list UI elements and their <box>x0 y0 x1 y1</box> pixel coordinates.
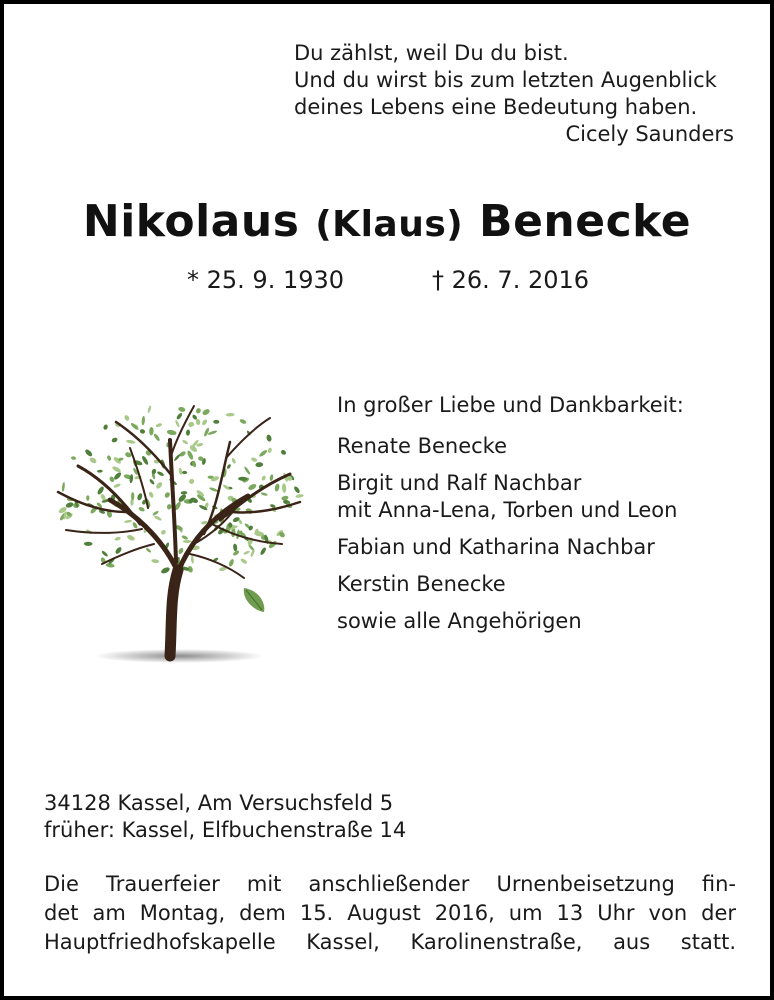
leaf <box>114 546 122 555</box>
leaf <box>141 416 145 426</box>
leaf <box>160 529 167 535</box>
leaf <box>178 547 185 555</box>
leaf <box>71 456 77 460</box>
leaf <box>201 419 208 427</box>
mourners-list <box>337 392 684 635</box>
mourner-line: Fabian und Katharina Nachbar <box>337 535 655 559</box>
leaf <box>97 470 103 473</box>
leaf <box>109 476 116 483</box>
leaf <box>153 515 162 522</box>
leaf <box>152 510 159 516</box>
quote-line: Du zählst, weil Du du bist. <box>294 41 569 65</box>
leaf <box>86 495 89 501</box>
leaf <box>207 430 217 436</box>
leaf <box>188 421 195 428</box>
leaf <box>178 406 186 412</box>
leaf <box>147 405 152 413</box>
leaf <box>260 492 268 497</box>
leaf <box>209 487 219 493</box>
leaf <box>251 457 258 463</box>
former-address: früher: Kassel, Elfbuchenstraße 14 <box>44 818 407 842</box>
leaf <box>89 456 98 464</box>
leaf <box>247 483 257 491</box>
leaf <box>124 519 132 523</box>
leaf <box>166 429 177 436</box>
leaf <box>243 550 250 555</box>
leaf <box>114 536 121 541</box>
leaf <box>181 535 189 541</box>
leaf <box>84 448 93 457</box>
leaf <box>240 558 248 565</box>
leaf <box>139 428 145 434</box>
leaf <box>84 542 93 546</box>
leaf <box>62 482 66 492</box>
notice-line: Die Trauerfeier mit anschließender Urnenbeisetzung fin- <box>44 872 736 896</box>
leaf <box>243 466 251 475</box>
leaf <box>181 491 188 495</box>
leaf <box>156 471 164 477</box>
leaf <box>191 555 194 563</box>
leaf <box>186 450 194 461</box>
first-name: Nikolaus <box>82 196 300 247</box>
notice-line: det am Montag, dem 15. August 2016, um 13 Uhr von der <box>44 901 736 925</box>
leaf <box>191 439 199 448</box>
leaf-icon <box>244 588 265 612</box>
leaf <box>280 449 287 456</box>
tree-illustration-icon <box>44 384 314 669</box>
mourner-entry <box>337 470 684 524</box>
leaf <box>126 439 136 444</box>
leaf <box>175 420 181 428</box>
mourner-line: mit Anna-Lena, Torben und Leon <box>337 498 678 522</box>
notice-line: Hauptfriedhofskapelle Kassel, Karolinenstraße, aus statt. <box>44 930 736 954</box>
nickname: (Klaus) <box>315 204 464 245</box>
leaf <box>155 481 163 490</box>
leaf <box>213 420 219 424</box>
leaf <box>274 483 280 492</box>
death-date: † 26. 7. 2016 <box>432 266 590 294</box>
leaf <box>173 453 181 461</box>
leaf <box>233 543 238 551</box>
leaf <box>101 550 109 557</box>
mourners-heading: In großer Liebe und Dankbarkeit: <box>337 393 684 417</box>
leaf <box>226 464 231 470</box>
quote-line: Und du wirst bis zum letzten Augenblick <box>294 68 717 92</box>
leaf <box>138 506 145 512</box>
leaf <box>131 492 134 500</box>
leaf <box>195 407 201 414</box>
leaf <box>226 413 235 417</box>
leaf <box>188 478 195 485</box>
leaf <box>255 462 263 467</box>
mourner-entry <box>337 608 684 635</box>
last-name: Benecke <box>479 196 692 247</box>
mourner-entry <box>337 433 684 460</box>
leaf <box>103 424 109 430</box>
leaf <box>155 422 162 428</box>
leaf <box>111 437 118 443</box>
mourner-line: Kerstin Benecke <box>337 572 506 596</box>
leaf <box>136 493 143 501</box>
quote-block <box>294 40 734 148</box>
leaf <box>167 504 172 510</box>
leaf <box>203 427 210 437</box>
leaf <box>113 483 121 489</box>
mourner-entry <box>337 534 684 561</box>
leaf <box>269 474 274 481</box>
quote-author: Cicely Saunders <box>565 122 734 146</box>
leaf <box>106 455 112 462</box>
leaf <box>153 433 161 442</box>
mourner-line: Renate Benecke <box>337 434 508 458</box>
leaf <box>195 419 200 426</box>
address-block <box>44 790 406 844</box>
leaf <box>124 414 131 421</box>
funeral-notice <box>44 870 736 957</box>
mourner-line: Birgit und Ralf Nachbar <box>337 471 582 495</box>
leaf <box>267 447 272 453</box>
leaf <box>145 547 151 553</box>
leaf <box>182 471 187 474</box>
leaf <box>258 449 268 458</box>
leaf <box>65 501 74 508</box>
leaf <box>293 485 301 493</box>
leaf <box>228 558 235 567</box>
leaf <box>176 412 184 420</box>
leaf <box>149 478 155 485</box>
leaf <box>259 547 267 556</box>
leaf <box>182 439 189 445</box>
leaf <box>148 491 154 498</box>
leaf <box>160 566 170 575</box>
leaf <box>186 429 191 436</box>
leaf <box>149 427 154 436</box>
leaf <box>130 422 140 431</box>
mourner-line: sowie alle Angehörigen <box>337 609 582 633</box>
leaf <box>179 450 187 457</box>
leaf <box>151 559 159 564</box>
leaf <box>266 434 273 442</box>
leaf <box>239 418 247 424</box>
leaf <box>183 540 192 543</box>
leaf <box>112 465 122 473</box>
quote-line: deines Lebens eine Bedeutung haben. <box>294 95 698 119</box>
leaf <box>295 494 304 499</box>
leaf <box>261 475 267 481</box>
deceased-name <box>4 196 770 247</box>
leaf <box>113 471 122 481</box>
leaf <box>96 486 105 496</box>
mourner-entry <box>337 571 684 598</box>
current-address: 34128 Kassel, Am Versuchsfeld 5 <box>44 791 394 815</box>
leaf <box>178 468 182 475</box>
leaf <box>282 483 287 493</box>
leaf <box>231 457 237 464</box>
leaf <box>164 491 171 498</box>
leaf <box>201 408 210 416</box>
leaf <box>126 534 135 542</box>
birth-date: * 25. 9. 1930 <box>187 266 345 294</box>
